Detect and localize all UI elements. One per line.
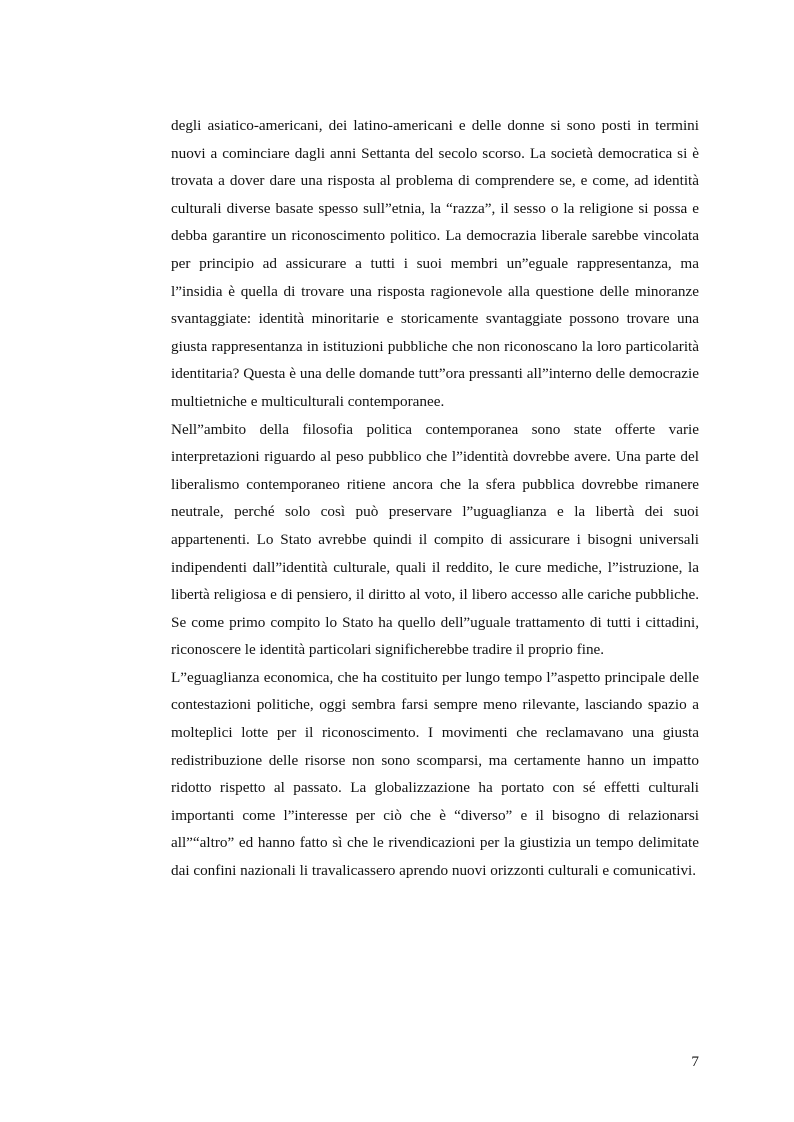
paragraph-2: Nell”ambito della filosofia politica contemporanea sono state offerte varie interpretazioni riguardo al peso pubblico che l”identità dovrebbe avere. Una parte del liberalismo contemporaneo ritiene ancora che la sfera pubblica dovrebbe rimanere neutrale, perché solo così può preservare l”uguaglianza e la libertà dei suoi appartenenti. Lo Stato avrebbe quindi il compito di assicurare i bisogni universali indipendenti dall”identità culturale, quali il reddito, le cure mediche, l”istruzione, la libertà religiosa e di pensiero, il diritto al voto, il libero accesso alle cariche pubbliche. Se come primo compito lo Stato ha quello dell”uguale trattamento di tutti i cittadini, riconoscere le identità particolari significherebbe tradire il proprio fine. [171,420,699,659]
paragraph-3: L”eguaglianza economica, che ha costituito per lungo tempo l”aspetto principale delle contestazioni politiche, oggi sembra farsi sempre meno rilevante, lasciando spazio a molteplici lotte per il riconoscimento. I movimenti che reclamavano una giusta redistribuzione delle risorse non sono scomparsi, ma certamente hanno un impatto ridotto rispetto al passato. La globalizzazione ha portato con sé effetti culturali importanti come l”interesse per ciò che è “diverso” e il bisogno di relazionarsi all”“altro” ed hanno fatto sì che le rivendicazioni per la giustizia un tempo delimitate dai confini nazionali li travalicassero aprendo nuovi orizzonti culturali e comunicativi. [171,668,699,880]
body-text [171,112,699,885]
paragraph-1: degli asiatico-americani, dei latino-americani e delle donne si sono posti in termini nuovi a cominciare dagli anni Settanta del secolo scorso. La società democratica si è trovata a dover dare una risposta al problema di comprendere se, e come, ad identità culturali diverse basate spesso sull”etnia, la “razza”, il sesso o la religione si possa e debba garantire un riconoscimento politico. La democrazia liberale sarebbe vincolata per principio ad assicurare a tutti i suoi membri un”eguale rappresentanza, ma l”insidia è quella di trovare una risposta ragionevole alla questione delle minoranze svantaggiate: identità minoritarie e storicamente svantaggiate possono trovare una giusta rappresentanza in istituzioni pubbliche che non riconoscano la loro particolarità identitaria? Questa è una delle domande tutt”ora pressanti all”interno delle democrazie multietniche e multiculturali contemporanee. [171,117,699,410]
page-number: 7 [691,1053,699,1070]
